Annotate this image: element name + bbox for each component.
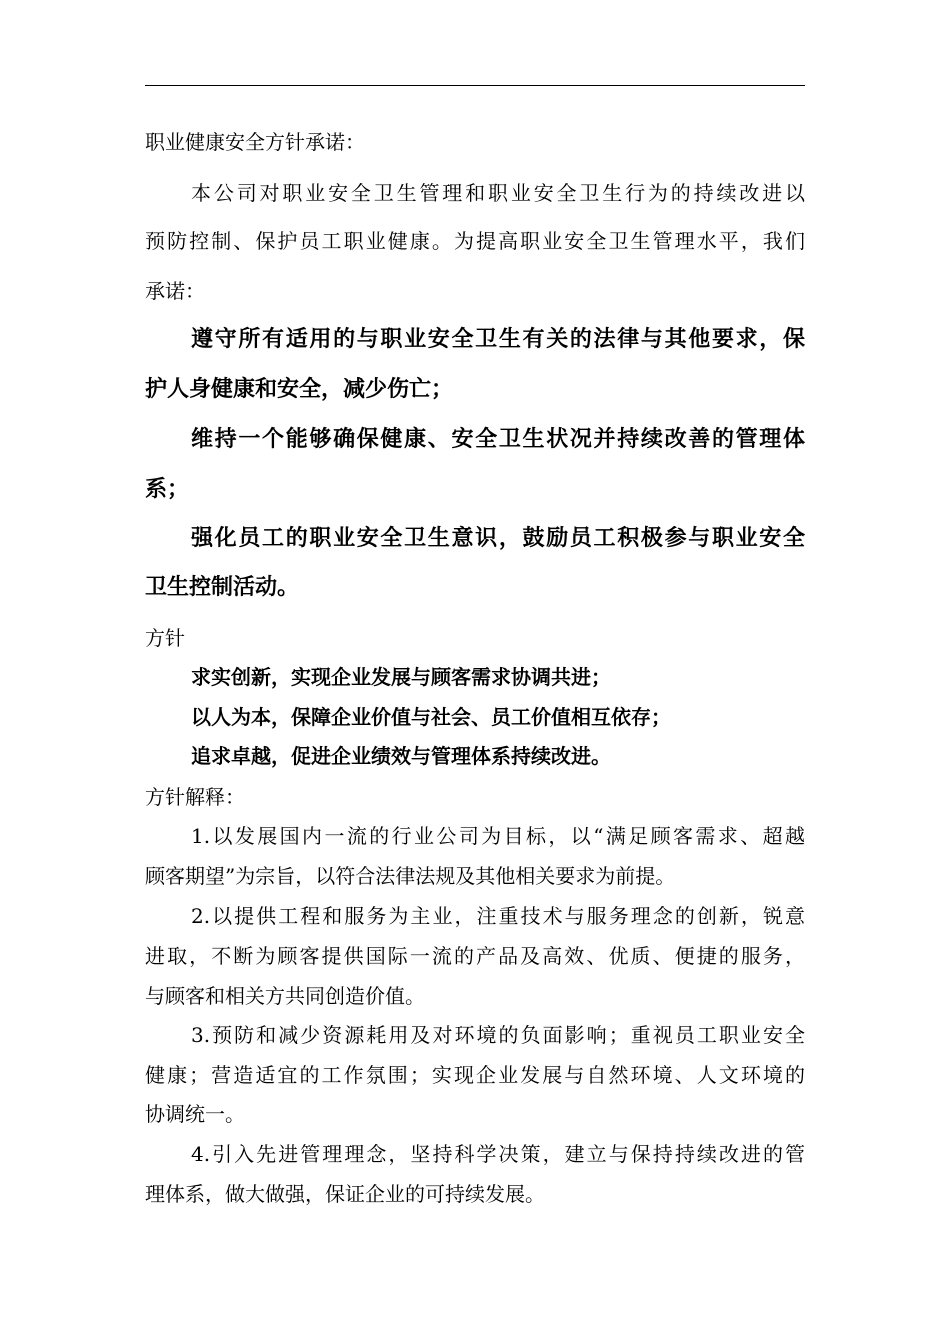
commitment-intro-line: 本公司对职业安全卫生管理和职业安全卫生行为的持续改进以 bbox=[191, 181, 805, 205]
commitment-item-line: 遵守所有适用的与职业安全卫生有关的法律与其他要求，保 bbox=[191, 327, 805, 352]
explanation-line: 4.引入先进管理理念，坚持科学决策，建立与保持持续改进的管 bbox=[191, 1142, 805, 1166]
explanation-line: 协调统一。 bbox=[145, 1102, 245, 1126]
explanation-line: 进取，不断为顾客提供国际一流的产品及高效、优质、便捷的服务， bbox=[145, 944, 805, 968]
commitment-item-line: 卫生控制活动。 bbox=[145, 575, 300, 600]
explanation-line: 与顾客和相关方共同创造价值。 bbox=[145, 984, 425, 1008]
commitment-item-line: 护人身健康和安全，减少伤亡； bbox=[145, 377, 454, 402]
explanation-line: 顾客期望”为宗旨，以符合法律法规及其他相关要求为前提。 bbox=[145, 864, 676, 888]
commitment-intro-line: 预防控制、保护员工职业健康。为提高职业安全卫生管理水平，我们 bbox=[145, 229, 805, 253]
commitment-intro-line: 承诺： bbox=[145, 279, 205, 303]
explanation-line: 2.以提供工程和服务为主业，注重技术与服务理念的创新，锐意 bbox=[191, 904, 805, 928]
explanation-line: 健康；营造适宜的工作氛围；实现企业发展与自然环境、人文环境的 bbox=[145, 1063, 805, 1087]
explanation-line: 3.预防和减少资源耗用及对环境的负面影响；重视员工职业安全 bbox=[191, 1023, 805, 1047]
policy-item: 求实创新，实现企业发展与顾客需求协调共进； bbox=[191, 665, 611, 689]
policy-item: 以人为本，保障企业价值与社会、员工价值相互依存； bbox=[191, 705, 671, 729]
header-rule bbox=[145, 85, 805, 86]
explanation-line: 理体系，做大做强，保证企业的可持续发展。 bbox=[145, 1182, 545, 1206]
commitment-item-line: 强化员工的职业安全卫生意识，鼓励员工积极参与职业安全 bbox=[191, 526, 805, 551]
commitment-item-line: 维持一个能够确保健康、安全卫生状况并持续改善的管理体 bbox=[191, 427, 805, 452]
policy-item: 追求卓越，促进企业绩效与管理体系持续改进。 bbox=[191, 744, 611, 768]
explanation-heading: 方针解释： bbox=[145, 785, 245, 809]
explanation-line: 1.以发展国内一流的行业公司为目标，以“满足顾客需求、超越 bbox=[191, 824, 805, 848]
policy-heading: 方针 bbox=[145, 626, 185, 650]
commitment-heading: 职业健康安全方针承诺： bbox=[145, 130, 365, 154]
commitment-item-line: 系； bbox=[145, 477, 190, 502]
